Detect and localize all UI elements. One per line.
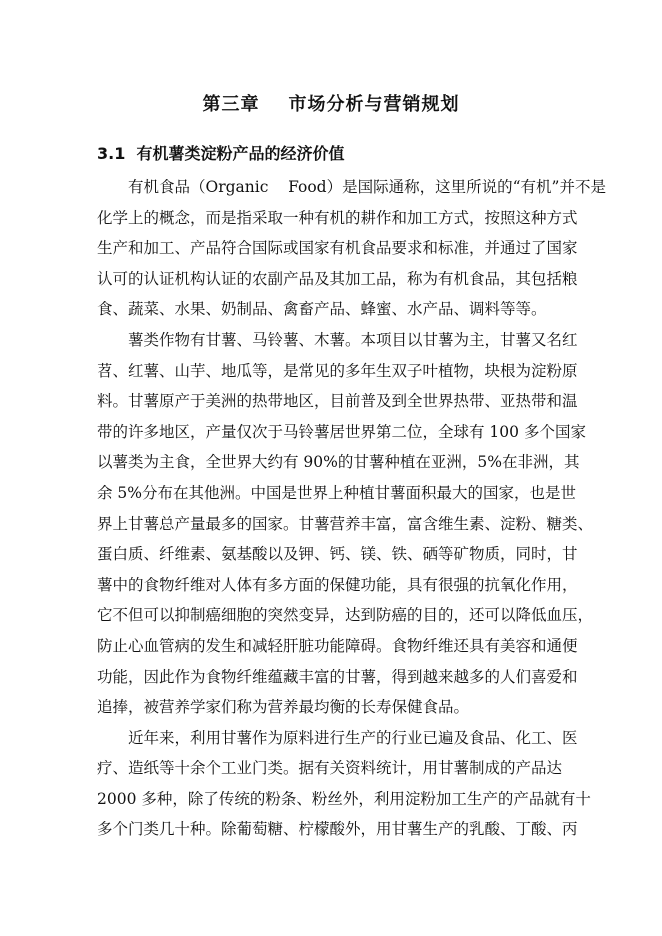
text-line: 带的许多地区，产量仅次于马铃薯居世界第二位，全球有 100 多个国家 [97,422,586,441]
text-line: 它不但可以抑制癌细胞的突然变异，达到防癌的目的，还可以降低血压， [97,606,594,625]
text-line: 2000 多种，除了传统的粉条、粉丝外，利用淀粉加工生产的产品就有十 [97,789,591,808]
text-line: 蛋白质、纤维素、氨基酸以及钾、钙、镁、铁、硒等矿物质，同时，甘 [97,545,578,564]
text-line: 苕、红薯、山芋、地瓜等，是常见的多年生双子叶植物，块根为淀粉原 [97,361,578,380]
text-line: 界上甘薯总产量最多的国家。甘薯营养丰富，富含维生素、淀粉、糖类、 [97,514,594,533]
text-line: 料。甘薯原产于美洲的热带地区，目前普及到全世界热带、亚热带和温 [97,392,578,411]
text-line: 防止心血管病的发生和减轻肝脏功能障碍。食物纤维还具有美容和通便 [97,636,578,655]
text-line: 薯类作物有甘薯、马铃薯、木薯。本项目以甘薯为主，甘薯又名红 [128,330,578,349]
chapter-title: 第三章 市场分析与营销规划 [202,94,460,115]
section-heading: 3.1 有机薯类淀粉产品的经济价值 [97,144,345,163]
text-line: 追捧，被营养学家们称为营养最均衡的长寿保健食品。 [97,698,470,717]
paragraph [97,325,594,723]
text-line: 疗、造纸等十余个工业门类。据有关资料统计，用甘薯制成的产品达 [97,759,563,778]
paragraph [97,172,606,325]
text-line: 化学上的概念，而是指采取一种有机的耕作和加工方式，按照这种方式 [97,208,578,227]
text-line: 认可的认证机构认证的农副产品及其加工品，称为有机食品，其包括粮 [97,269,578,288]
text-line: 薯中的食物纤维对人体有多方面的保健功能，具有很强的抗氧化作用， [97,575,578,594]
text-line: 功能，因此作为食物纤维蕴藏丰富的甘薯，得到越来越多的人们喜爱和 [97,667,578,686]
text-line: 近年来，利用甘薯作为原料进行生产的行业已遍及食品、化工、医 [128,728,578,747]
text-line: 食、蔬菜、水果、奶制品、禽畜产品、蜂蜜、水产品、调料等等。 [97,300,547,319]
text-line: 余 5%分布在其他洲。中国是世界上种植甘薯面积最大的国家，也是世 [97,483,577,502]
text-line: 以薯类为主食，全世界大约有 90%的甘薯种植在亚洲，5%在非洲，其 [97,453,580,472]
text-line: 多个门类几十种。除葡萄糖、柠檬酸外，用甘薯生产的乳酸、丁酸、丙 [97,820,578,839]
paragraph [97,723,591,845]
text-line: 有机食品（Organic Food）是国际通称，这里所说的“有机”并不是 [128,178,606,196]
text-line: 生产和加工、产品符合国际或国家有机食品要求和标准，并通过了国家 [97,239,578,258]
body-text [97,172,606,845]
